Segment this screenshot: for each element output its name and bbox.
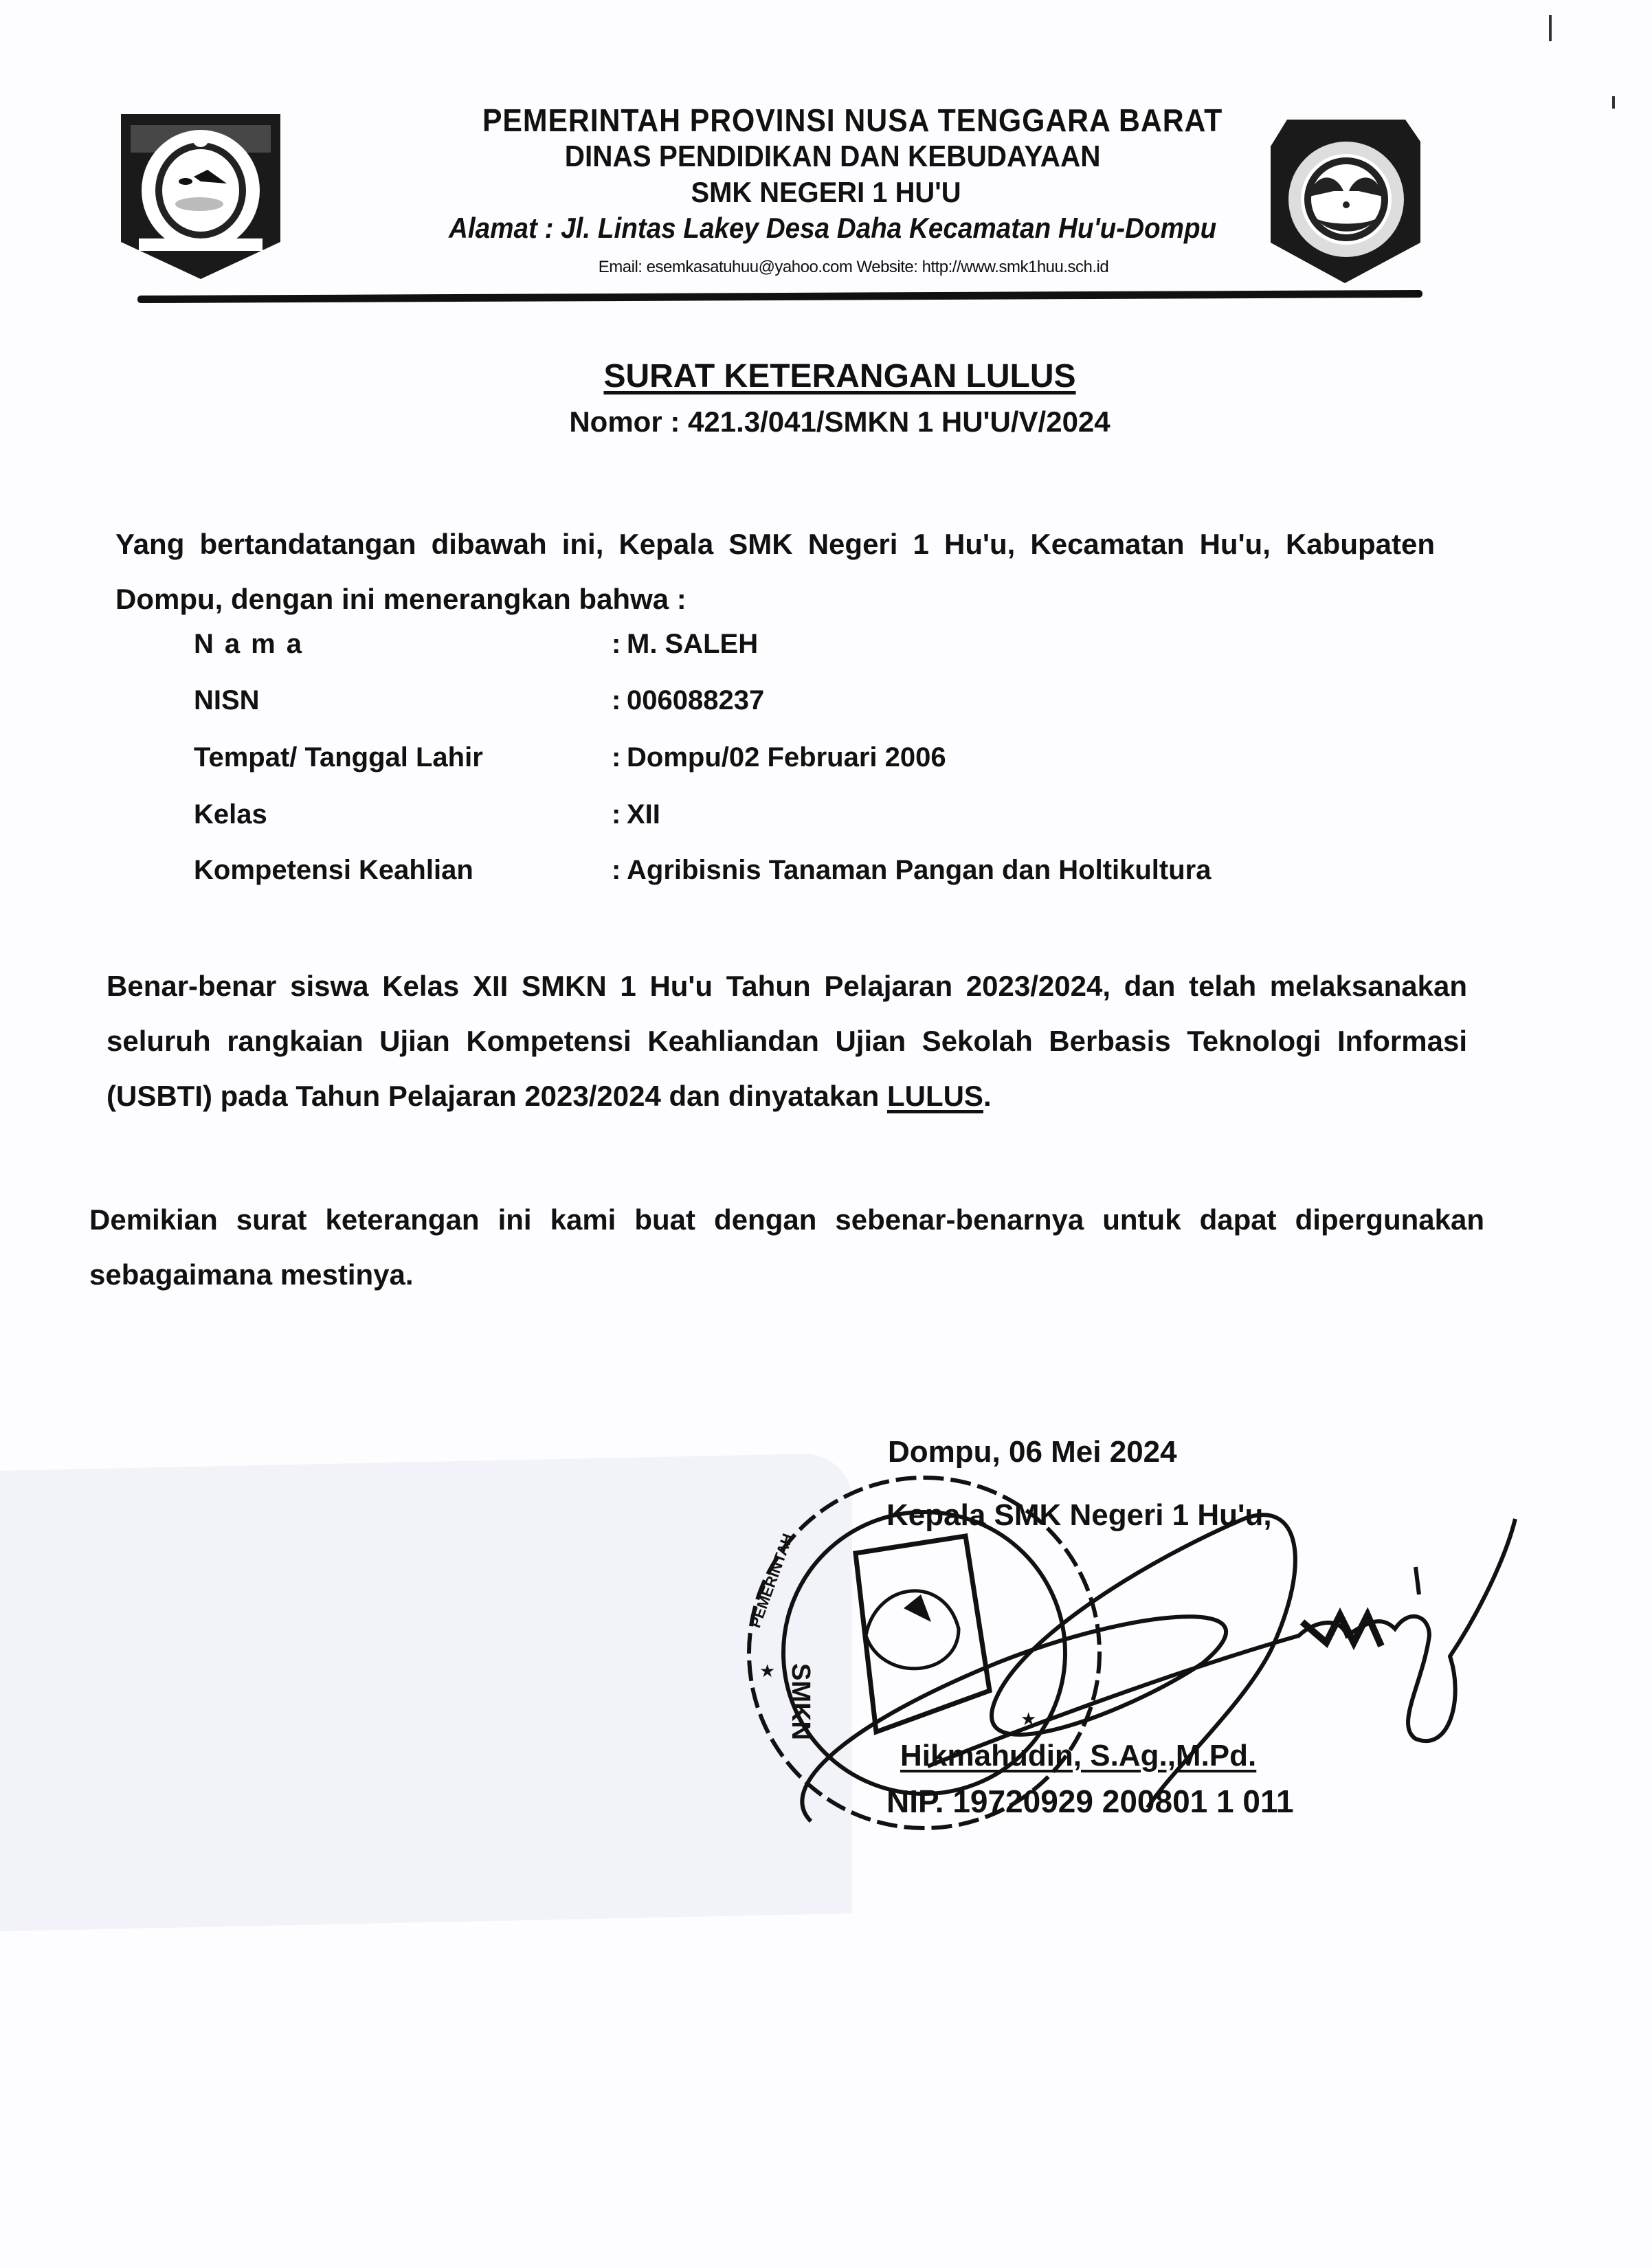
identity-label: Kelas [194,799,267,830]
intro-paragraph: Yang bertandatangan dibawah ini, Kepala SMK Negeri 1 Hu'u, Kecamatan Hu'u, Kabupaten Dompu, dengan ini menerangkan bahwa : [115,528,1435,615]
signatory-nip: NIP. 19720929 200801 1 011 [886,1783,1294,1819]
identity-value: Dompu/02 Februari 2006 [627,742,946,772]
graduation-statement-text: Benar-benar siswa Kelas XII SMKN 1 Hu'u Tahun Pelajaran 2023/2024, dan telah melaksanakan seluruh rangkaian Ujian Kompetensi Keahliandan Ujian Sekolah Berbasis Teknologi Informasi (USBTI) pada Tahun Pelajaran 2023/2024 dan dinyatakan [107,970,1467,1112]
scan-edge-mark [1549,15,1552,41]
identity-value: Agribisnis Tanaman Pangan dan Holtikultura [627,855,1212,885]
letterhead-divider [137,290,1422,303]
svg-text:PEMERINTAH: PEMERINTAH [746,1531,796,1630]
letterhead-contact: Email: esemkasatuhuu@yahoo.com Website: http://www.smk1huu.sch.id [598,258,1109,276]
identity-value: M. SALEH [627,629,759,659]
letterhead-government: PEMERINTAH PROVINSI NUSA TENGGARA BARAT [482,102,1223,138]
svg-text:SMKN: SMKN [786,1663,815,1740]
identity-value: 006088237 [627,685,765,715]
letterhead-address: Alamat : Jl. Lintas Lakey Desa Daha Kecamatan Hu'u-Dompu [449,212,1217,244]
identity-label: Nama [194,629,313,659]
svg-text:★: ★ [1020,1709,1037,1729]
graduation-statement [107,959,1467,1124]
document-number: Nomor : 421.3/041/SMKN 1 HU'U/V/2024 [569,405,1110,438]
letterhead-department: DINAS PENDIDIKAN DAN KEBUDAYAAN [564,140,1101,173]
identity-value: XII [627,799,660,830]
svg-text:★: ★ [759,1660,776,1681]
signature-place-date: Dompu, 06 Mei 2024 [888,1435,1177,1469]
graduation-statement-end: . [983,1080,992,1112]
signature-position: Kepala SMK Negeri 1 Hu'u, [886,1498,1272,1532]
identity-separator: : [612,742,621,772]
identity-separator: : [612,629,621,659]
identity-label: Tempat/ Tanggal Lahir [194,742,483,772]
closing-paragraph: Demikian surat keterangan ini kami buat dengan sebenar-benarnya untuk dapat dipergunakan sebagaimana mestinya. [89,1203,1484,1291]
identity-label: NISN [194,685,260,715]
paper-shadow [0,1453,852,1931]
identity-label: Kompetensi Keahlian [194,855,473,885]
letterhead-school: SMK NEGERI 1 HU'U [691,176,961,208]
identity-separator: : [612,685,621,715]
identity-separator: : [612,799,621,830]
signatory-name: Hikmahudin, S.Ag.,M.Pd. [900,1739,1257,1772]
identity-separator: : [612,855,621,885]
graduation-result: LULUS [886,1080,983,1112]
document-title: SURAT KETERANGAN LULUS [603,358,1076,394]
